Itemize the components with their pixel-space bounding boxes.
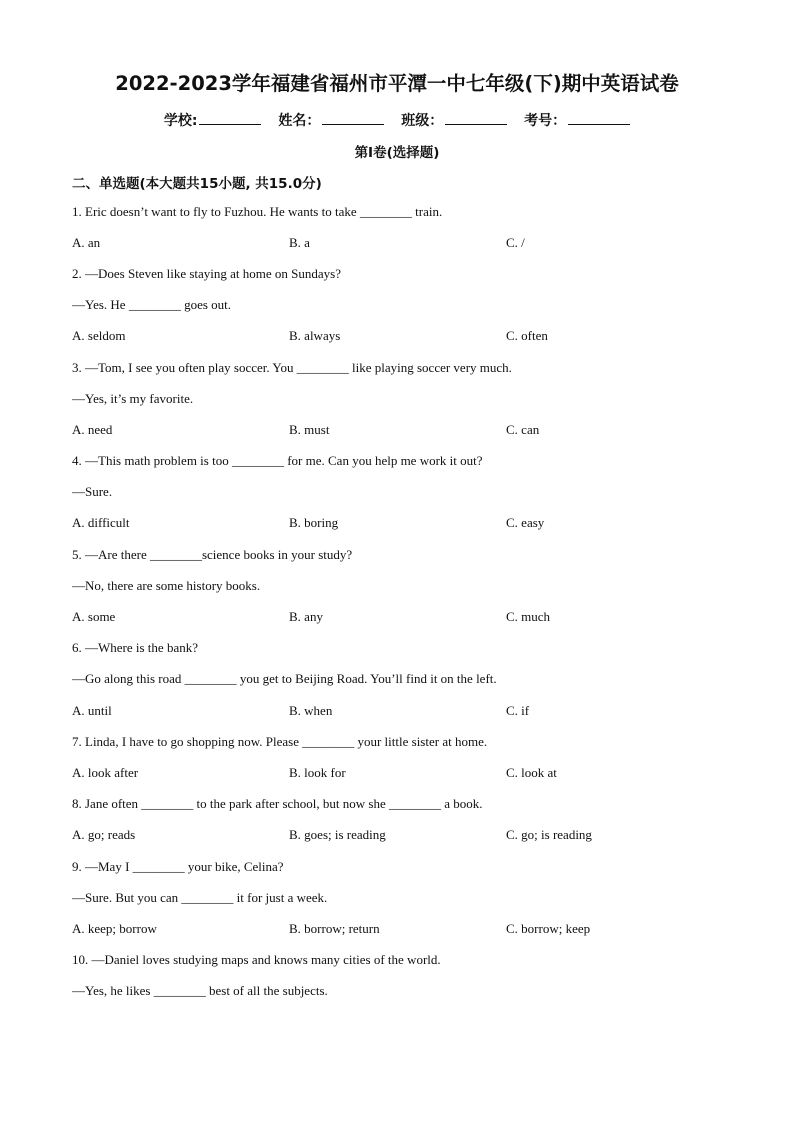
option-a: A. keep; borrow [72,921,157,936]
option-c: C. much [506,609,551,624]
name-blank [322,112,384,125]
question-stem: 8. Jane often ________ to the park after school, but now she ________ a book. [72,796,483,811]
school-blank [199,112,261,125]
question-stem: 1. Eric doesn’t want to fly to Fuzhou. He wants to take ________ train. [72,204,443,219]
option-c: C. / [506,235,525,250]
class-blank [445,112,507,125]
option-a: A. seldom [72,328,126,343]
question-dialogue: —Yes. He ________ goes out. [72,297,232,312]
option-c: C. easy [506,515,545,530]
option-a: A. until [72,703,112,718]
option-a: A. need [72,422,113,437]
option-a: A. look after [72,765,139,780]
question-stem: 5. —Are there ________science books in your study? [72,547,353,562]
option-b: B. always [289,328,341,343]
question-dialogue: —Sure. But you can ________ it for just a week. [72,890,328,905]
name-field [278,110,384,130]
question-stem: 4. —This math problem is too ________ for me. Can you help me work it out? [72,453,483,468]
volume-heading: 第I卷(选择题) [354,145,440,161]
number-blank [568,112,630,125]
option-b: B. when [289,703,333,718]
option-c: C. can [506,422,540,437]
number-label: 考号： [524,113,567,129]
school-label: 学校: [163,113,198,129]
question-dialogue: —Yes, it’s my favorite. [72,391,194,406]
class-field [401,110,507,130]
school-field [164,110,262,130]
option-a: A. an [72,235,101,250]
option-b: B. must [289,422,330,437]
option-b: B. boring [289,515,339,530]
question-dialogue: —No, there are some history books. [72,578,261,593]
student-info-row [0,110,794,130]
question-stem: 7. Linda, I have to go shopping now. Please ________ your little sister at home. [72,734,488,749]
option-c: C. if [506,703,530,718]
option-c: C. look at [506,765,557,780]
name-label: 姓名： [278,113,321,129]
exam-title: 2022-2023学年福建省福州市平潭一中七年级(下)期中英语试卷 [115,72,679,95]
question-stem: 9. —May I ________ your bike, Celina? [72,859,284,874]
option-b: B. goes; is reading [289,827,386,842]
class-label: 班级： [401,113,444,129]
section-heading: 二、单选题(本大题共15小题, 共15.0分) [72,176,322,192]
option-c: C. go; is reading [506,827,592,842]
option-b: B. borrow; return [289,921,380,936]
option-a: A. some [72,609,116,624]
question-stem: 3. —Tom, I see you often play soccer. You ________ like playing soccer very much. [72,360,512,375]
question-dialogue: —Yes, he likes ________ best of all the subjects. [72,983,328,998]
question-dialogue: —Sure. [72,484,113,499]
number-field [524,110,630,130]
question-stem: 10. —Daniel loves studying maps and knows many cities of the world. [72,952,441,967]
question-stem: 6. —Where is the bank? [72,640,198,655]
option-b: B. any [289,609,323,624]
option-a: A. go; reads [72,827,136,842]
option-b: B. a [289,235,310,250]
option-a: A. difficult [72,515,130,530]
option-c: C. borrow; keep [506,921,591,936]
option-c: C. often [506,328,548,343]
option-b: B. look for [289,765,346,780]
question-stem: 2. —Does Steven like staying at home on Sundays? [72,266,341,281]
question-dialogue: —Go along this road ________ you get to Beijing Road. You’ll find it on the left. [72,671,497,686]
